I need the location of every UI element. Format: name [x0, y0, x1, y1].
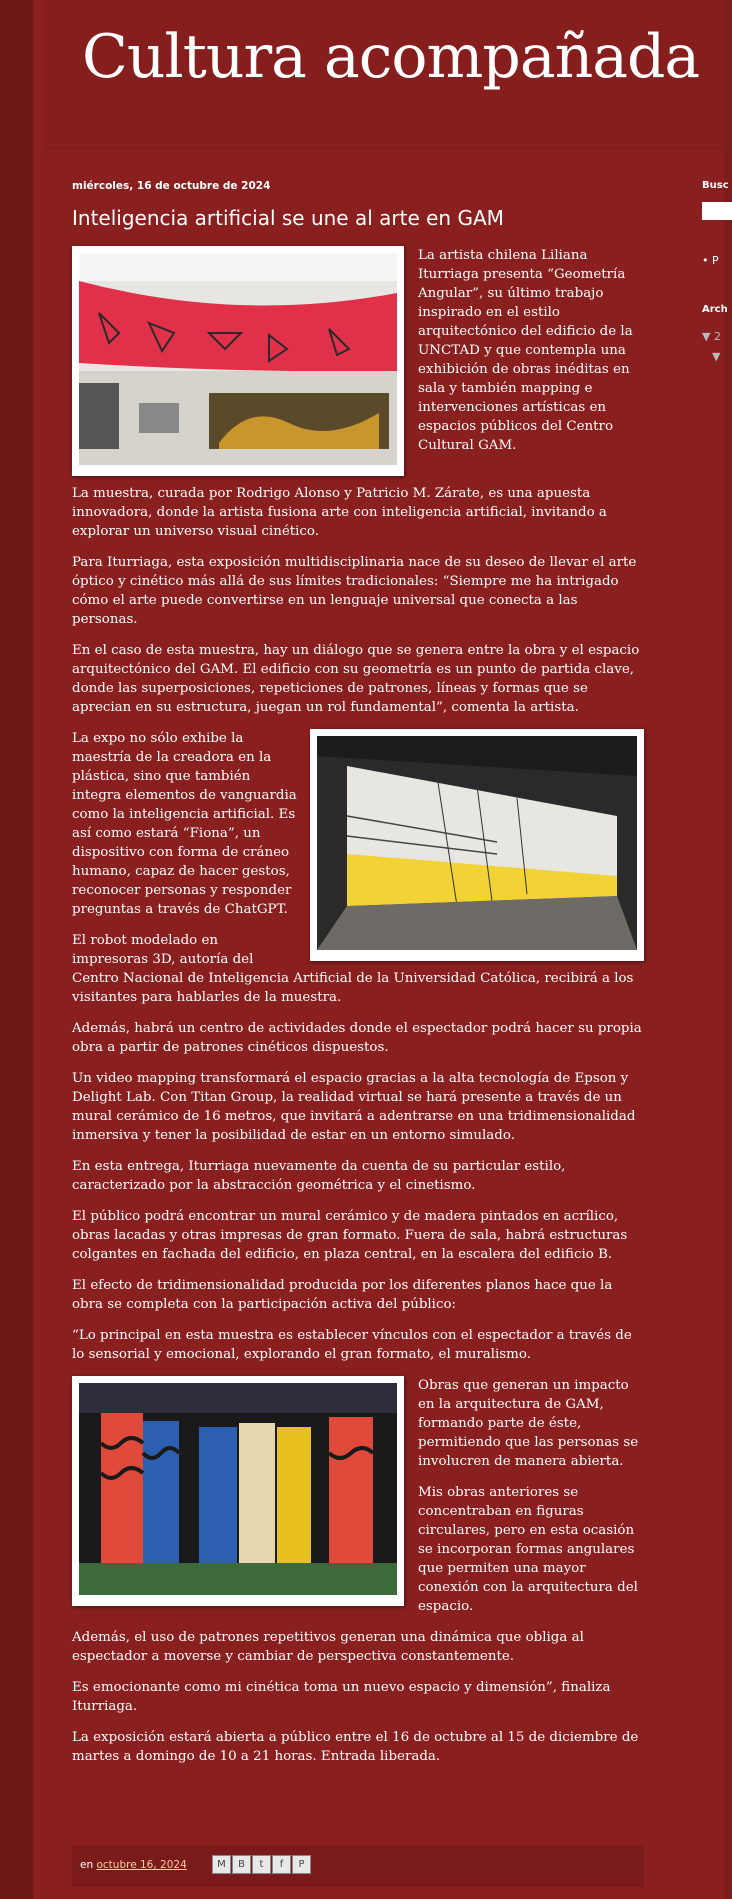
blog-post — [72, 170, 644, 1778]
paragraph-11: El efecto de tridimensionalidad producida por los diferentes planos hace que la obra se completa con la participación activa del público: — [72, 1278, 613, 1312]
paragraph-10: El público podrá encontrar un mural cerámico y de madera pintados en acrílico, obras lacadas y otras impresas de gran formato. Fuera de sala, habrá estructuras colgantes en fachada del edificio, en plaza central, en la escalera del edificio B. — [72, 1209, 628, 1262]
archive-heading: Arch — [702, 304, 728, 315]
paragraph-8: Un video mapping transformará el espacio gracias a la alta tecnología de Epson y Delight Lab. Con Titan Group, la realidad virtual se hará presente a través de un mural cerámico de 16 metros, que invitará a adentrarse en una tridimensionalidad inmersiva y tener la posibilidad de estar en un entorno simulado. — [72, 1071, 636, 1143]
blog-share-icon[interactable]: B — [232, 1855, 251, 1874]
pages-item[interactable]: • P — [702, 254, 719, 267]
paragraph-2: La muestra, curada por Rodrigo Alonso y Patricio M. Zárate, es una apuesta innovadora, donde la artista fusiona arte con inteligencia artificial, invitando a explorar un universo visual cinético. — [72, 486, 607, 539]
posted-prefix: en — [80, 1859, 94, 1871]
posted-date — [80, 1859, 187, 1871]
left-decorative-strip — [0, 0, 33, 1899]
post-date: miércoles, 16 de octubre de 2024 — [72, 180, 271, 192]
paragraph-6: El robot modelado en impresoras 3D, autoría del Centro Nacional de Inteligencia Artificial de la Universidad Católica, recibirá a los visitantes para hablarles de la muestra. — [72, 933, 634, 1005]
post-permalink[interactable]: octubre 16, 2024 — [96, 1859, 187, 1871]
paragraph-16: Es emocionante como mi cinética toma un nuevo espacio y dimensión”, finaliza Iturriaga. — [72, 1680, 611, 1714]
paragraph-17: La exposición estará abierta a público entre el 16 de octubre al 15 de diciembre de martes a domingo de 10 a 21 horas. Entrada liberada. — [72, 1730, 639, 1764]
paragraph-4: En el caso de esta muestra, hay un diálogo que se genera entre la obra y el espacio arquitectónico del GAM. El edificio con su geometría es un punto de partida clave, donde las superposiciones, repeticiones de patrones, líneas y formas que se aprecian en su estructura, juegan un rol fundamental”, comenta la artista. — [72, 643, 640, 715]
gallery-mural-image — [79, 253, 397, 465]
search-input[interactable] — [702, 202, 732, 220]
paragraph-14: Mis obras anteriores se concentraban en figuras circulares, pero en esta ocasión se incorporan formas angulares que permiten una mayor conexión con la arquitectura del espacio. — [418, 1485, 638, 1614]
post-image-3[interactable] — [72, 1376, 404, 1606]
twitter-share-icon[interactable]: t — [252, 1855, 271, 1874]
paragraph-12: “Lo principal en esta muestra es establecer vínculos con el espectador a través de lo sensorial y emocional, explorando el gran formato, el muralismo. — [72, 1328, 632, 1362]
paragraph-9: En esta entrega, Iturriaga nuevamente da cuenta de su particular estilo, caracterizado por la abstracción geométrica y el cinetismo. — [72, 1159, 566, 1193]
corridor-mural-image — [317, 736, 637, 950]
pinterest-share-icon[interactable]: P — [292, 1855, 311, 1874]
post-body — [72, 246, 644, 1766]
search-heading: Busc — [702, 180, 729, 191]
paragraph-3: Para Iturriaga, esta exposición multidisciplinaria nace de su deseo de llevar el arte óptico y cinético más allá de sus límites tradicionales: “Siempre me ha intrigado cómo el arte puede convertirse en un lenguaje universal que conecta a las personas. — [72, 555, 637, 627]
post-image-1[interactable] — [72, 246, 404, 476]
paragraph-1: La artista chilena Liliana Iturriaga presenta “Geometría Angular”, su último trabajo inspirado en el estilo arquitectónico del edificio de la UNCTAD y que contempla una exhibición de obras inéditas en sala y también mapping e intervenciones artísticas en espacios públicos del Centro Cultural GAM. — [418, 248, 633, 453]
email-share-icon[interactable]: M — [212, 1855, 231, 1874]
share-buttons — [212, 1855, 312, 1874]
blog-header — [43, 0, 724, 149]
paragraph-15: Además, el uso de patrones repetitivos generan una dinámica que obliga al espectador a moverse y cambiar de perspectiva constantemente. — [72, 1630, 584, 1664]
post-title[interactable]: Inteligencia artificial se une al arte en GAM — [72, 206, 504, 230]
paragraph-13: Obras que generan un impacto en la arquitectura de GAM, formando parte de éste, permitiendo que las personas se involucren de manera abierta. — [418, 1378, 639, 1469]
facebook-share-icon[interactable]: f — [272, 1855, 291, 1874]
post-footer — [72, 1845, 644, 1887]
hanging-banners-image — [79, 1383, 397, 1595]
archive-month-toggle[interactable]: ▼ — [712, 350, 721, 363]
paragraph-7: Además, habrá un centro de actividades donde el espectador podrá hacer su propia obra a partir de patrones cinéticos dispuestos. — [72, 1021, 642, 1055]
archive-year-toggle[interactable]: ▼ 2 — [702, 330, 721, 343]
paragraph-5: La expo no sólo exhibe la maestría de la creadora en la plástica, sino que también integra elementos de vanguardia como la inteligencia artificial. Es así como estará “Fiona”, un dispositivo con forma de cráneo humano, capaz de hacer gestos, reconocer personas y responder preguntas a través de ChatGPT. — [72, 731, 297, 917]
post-image-2[interactable] — [310, 729, 644, 961]
blog-title[interactable]: Cultura acompañada — [82, 22, 700, 92]
sidebar — [702, 0, 729, 1899]
